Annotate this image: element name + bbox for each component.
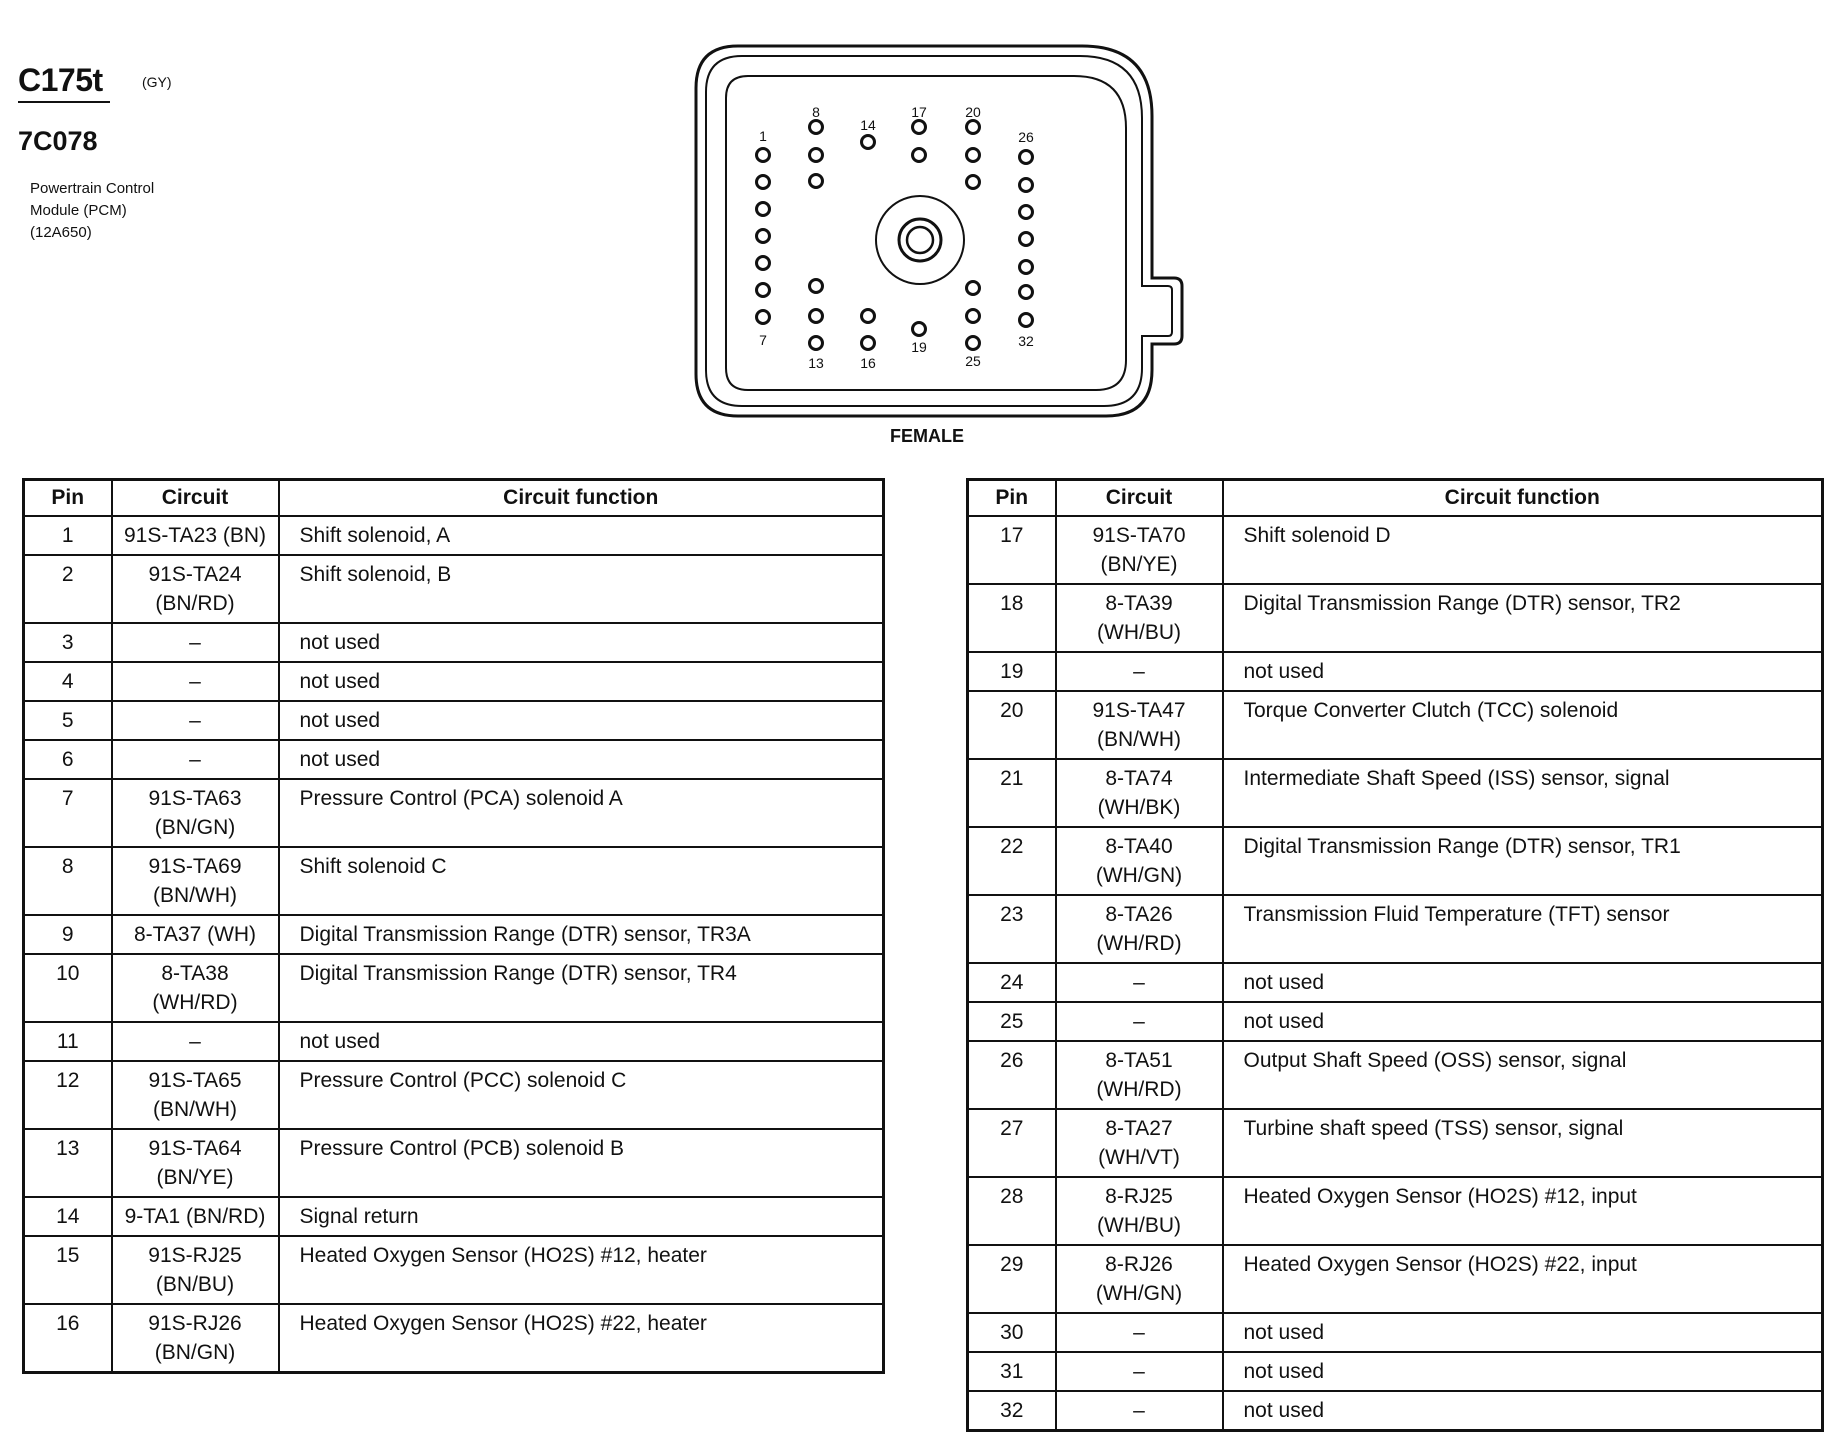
pin-hole [757, 257, 770, 270]
circuit-line: 8-TA40 [1105, 835, 1173, 858]
connector-color: (GY) [142, 74, 172, 90]
pin-hole [1020, 151, 1033, 164]
pin-hole [757, 176, 770, 189]
circuit-line: – [1133, 1399, 1145, 1422]
table-row [968, 1245, 1823, 1313]
circuit-line: (BN/GN) [154, 1341, 236, 1364]
circuit-cell [1056, 895, 1223, 963]
circuit-function-cell: Digital Transmission Range (DTR) sensor, TR3A [279, 915, 884, 954]
circuit-line: – [189, 748, 201, 771]
circuit-line: (WH/RD) [1096, 1078, 1182, 1101]
circuit-line: 91S-TA63 [148, 787, 242, 810]
title-underline [18, 101, 110, 103]
header-pin: Pin [24, 480, 112, 517]
pin-number-cell: 12 [24, 1061, 112, 1129]
table-row [968, 1352, 1823, 1391]
circuit-line: (WH/BU) [1097, 621, 1181, 644]
pin-number-label: 16 [860, 355, 876, 371]
circuit-cell [1056, 1002, 1223, 1041]
circuit-line: 91S-RJ26 [148, 1312, 242, 1335]
pin-number-label: 25 [965, 353, 981, 369]
circuit-line: (BN/WH) [153, 1098, 237, 1121]
circuit-cell [112, 623, 279, 662]
table-row [24, 555, 884, 623]
pin-number-cell: 30 [968, 1313, 1056, 1352]
pin-number-cell: 16 [24, 1304, 112, 1373]
circuit-line: (BN/BU) [155, 1273, 235, 1296]
pin-number-cell: 20 [968, 691, 1056, 759]
circuit-line: 91S-TA65 [148, 1069, 242, 1092]
circuit-function-cell: Heated Oxygen Sensor (HO2S) #22, input [1223, 1245, 1823, 1313]
connector-id: C175t [18, 62, 103, 98]
circuit-line: 8-TA38 [161, 962, 229, 985]
pin-hole [810, 149, 823, 162]
pin-holes [757, 121, 1033, 350]
circuit-function-cell: Pressure Control (PCA) solenoid A [279, 779, 884, 847]
module-description [30, 178, 230, 244]
pin-number-cell: 2 [24, 555, 112, 623]
table-row [24, 701, 884, 740]
circuit-line: (BN/WH) [153, 884, 237, 907]
circuit-line: 8-TA74 [1105, 767, 1173, 790]
circuit-cell [1056, 1391, 1223, 1431]
table-row [24, 847, 884, 915]
circuit-cell [112, 954, 279, 1022]
pin-number-cell: 14 [24, 1197, 112, 1236]
pin-hole [757, 230, 770, 243]
circuit-line: 91S-TA69 [148, 855, 242, 878]
pin-hole [1020, 206, 1033, 219]
circuit-cell [1056, 1245, 1223, 1313]
circuit-line: (BN/RD) [155, 592, 235, 615]
circuit-line: – [189, 670, 201, 693]
circuit-cell [112, 1304, 279, 1373]
circuit-function-cell: Torque Converter Clutch (TCC) solenoid [1223, 691, 1823, 759]
circuit-function-cell: Digital Transmission Range (DTR) sensor, TR1 [1223, 827, 1823, 895]
table-row [24, 1197, 884, 1236]
circuit-function-cell: Heated Oxygen Sensor (HO2S) #12, input [1223, 1177, 1823, 1245]
table-row [24, 1129, 884, 1197]
table-row [24, 779, 884, 847]
circuit-function-cell: Shift solenoid, B [279, 555, 884, 623]
table-row [968, 1313, 1823, 1352]
pin-number-cell: 24 [968, 963, 1056, 1002]
circuit-line: 91S-TA24 [148, 563, 242, 586]
pin-hole [862, 337, 875, 350]
pin-hole [862, 136, 875, 149]
circuit-cell [112, 1061, 279, 1129]
connector-face-diagram [690, 40, 1190, 440]
circuit-line: 8-TA27 [1105, 1117, 1173, 1140]
table-row [968, 895, 1823, 963]
pin-hole [862, 310, 875, 323]
circuit-function-cell: Shift solenoid C [279, 847, 884, 915]
circuit-cell [112, 1197, 279, 1236]
table-row [968, 759, 1823, 827]
circuit-function-cell: Pressure Control (PCC) solenoid C [279, 1061, 884, 1129]
pin-number-cell: 28 [968, 1177, 1056, 1245]
pinout-table-right [966, 478, 1824, 1432]
header-function: Circuit function [1223, 480, 1823, 517]
circuit-line: (BN/YE) [156, 1166, 234, 1189]
circuit-function-cell: not used [1223, 963, 1823, 1002]
pin-labels [759, 104, 1034, 371]
circuit-cell [112, 516, 279, 555]
table-row [968, 1041, 1823, 1109]
circuit-cell [1056, 584, 1223, 652]
pin-number-label: 7 [759, 332, 767, 348]
table-row [968, 1391, 1823, 1431]
pin-number-cell: 10 [24, 954, 112, 1022]
pin-number-cell: 7 [24, 779, 112, 847]
circuit-function-cell: not used [279, 623, 884, 662]
circuit-function-cell: Shift solenoid D [1223, 516, 1823, 584]
circuit-cell [1056, 827, 1223, 895]
circuit-line: – [1133, 1010, 1145, 1033]
circuit-function-cell: Heated Oxygen Sensor (HO2S) #22, heater [279, 1304, 884, 1373]
table-row [24, 516, 884, 555]
circuit-line: 91S-TA47 [1092, 699, 1186, 722]
circuit-line: – [1133, 1360, 1145, 1383]
circuit-line: (WH/BK) [1097, 796, 1181, 819]
pin-hole [1020, 261, 1033, 274]
pin-number-cell: 1 [24, 516, 112, 555]
pin-number-label: 13 [808, 355, 824, 371]
pin-number-cell: 11 [24, 1022, 112, 1061]
circuit-function-cell: not used [1223, 1391, 1823, 1431]
circuit-cell [1056, 1352, 1223, 1391]
circuit-function-cell: not used [279, 1022, 884, 1061]
circuit-function-cell: not used [1223, 1313, 1823, 1352]
header-circuit: Circuit [1056, 480, 1223, 517]
table-row [968, 691, 1823, 759]
pin-hole [757, 149, 770, 162]
pin-hole [757, 203, 770, 216]
circuit-cell [112, 740, 279, 779]
pin-hole [967, 149, 980, 162]
table-row [968, 516, 1823, 584]
circuit-function-cell: Signal return [279, 1197, 884, 1236]
circuit-cell [112, 662, 279, 701]
pin-number-cell: 3 [24, 623, 112, 662]
pin-number-cell: 5 [24, 701, 112, 740]
circuit-cell [1056, 1109, 1223, 1177]
circuit-line: 91S-TA23 (BN) [124, 524, 266, 547]
pin-number-cell: 26 [968, 1041, 1056, 1109]
circuit-cell [112, 1236, 279, 1304]
circuit-function-cell: Intermediate Shaft Speed (ISS) sensor, signal [1223, 759, 1823, 827]
pin-number-cell: 8 [24, 847, 112, 915]
table-row [968, 584, 1823, 652]
pin-number-cell: 27 [968, 1109, 1056, 1177]
circuit-line: (WH/GN) [1095, 864, 1183, 887]
pin-number-label: 14 [860, 117, 876, 133]
table-row [968, 1109, 1823, 1177]
circuit-function-cell: not used [279, 662, 884, 701]
pin-hole [757, 284, 770, 297]
table-header-row [968, 480, 1823, 517]
circuit-cell [1056, 516, 1223, 584]
module-description-line: Powertrain Control [30, 180, 155, 197]
circuit-line: – [1133, 971, 1145, 994]
pin-hole [967, 282, 980, 295]
part-number: 7C078 [18, 126, 98, 156]
circuit-line: 8-TA26 [1105, 903, 1173, 926]
pin-number-label: 19 [911, 339, 927, 355]
pin-number-cell: 21 [968, 759, 1056, 827]
pin-hole [1020, 179, 1033, 192]
table-row [968, 652, 1823, 691]
module-description-line: Module (PCM) [30, 202, 127, 219]
header-function: Circuit function [279, 480, 884, 517]
pin-hole [1020, 233, 1033, 246]
circuit-line: 8-TA51 [1105, 1049, 1173, 1072]
circuit-function-cell: Digital Transmission Range (DTR) sensor, TR4 [279, 954, 884, 1022]
circuit-function-cell: not used [1223, 1352, 1823, 1391]
circuit-line: (WH/VT) [1098, 1146, 1180, 1169]
pin-number-label: 17 [911, 104, 927, 120]
circuit-function-cell: Heated Oxygen Sensor (HO2S) #12, heater [279, 1236, 884, 1304]
pin-hole [913, 149, 926, 162]
table-row [24, 954, 884, 1022]
circuit-cell [112, 555, 279, 623]
circuit-line: (WH/GN) [1095, 1282, 1183, 1305]
pinout-table-left [22, 478, 885, 1374]
pin-hole [967, 337, 980, 350]
circuit-function-cell: not used [279, 740, 884, 779]
table-row [968, 1002, 1823, 1041]
table-row [24, 1304, 884, 1373]
table-row [24, 662, 884, 701]
pin-hole [913, 121, 926, 134]
circuit-cell [112, 847, 279, 915]
pin-hole [913, 323, 926, 336]
pin-number-cell: 31 [968, 1352, 1056, 1391]
circuit-line: (WH/RD) [152, 991, 238, 1014]
circuit-line: (WH/BU) [1097, 1214, 1181, 1237]
circuit-function-cell: Digital Transmission Range (DTR) sensor, TR2 [1223, 584, 1823, 652]
module-description-line: (12A650) [30, 224, 92, 241]
circuit-cell [1056, 652, 1223, 691]
circuit-cell [112, 701, 279, 740]
circuit-line: 8-RJ25 [1105, 1185, 1173, 1208]
circuit-line: 91S-RJ25 [148, 1244, 242, 1267]
pin-number-cell: 19 [968, 652, 1056, 691]
pin-number-cell: 32 [968, 1391, 1056, 1431]
circuit-cell [1056, 1041, 1223, 1109]
pin-hole [967, 310, 980, 323]
circuit-line: 91S-TA70 [1092, 524, 1186, 547]
pin-hole [810, 310, 823, 323]
pin-number-label: 20 [965, 104, 981, 120]
center-boss-outer [876, 196, 964, 284]
pin-hole [967, 176, 980, 189]
pin-hole [810, 121, 823, 134]
circuit-function-cell: not used [279, 701, 884, 740]
circuit-cell [1056, 963, 1223, 1002]
table-row [24, 1061, 884, 1129]
circuit-cell [112, 1129, 279, 1197]
center-boss-ring [899, 219, 941, 261]
circuit-line: 91S-TA64 [148, 1137, 242, 1160]
table-header-row [24, 480, 884, 517]
pin-number-cell: 22 [968, 827, 1056, 895]
circuit-cell [1056, 1313, 1223, 1352]
pin-number-label: 32 [1018, 333, 1034, 349]
pin-number-cell: 6 [24, 740, 112, 779]
pin-number-cell: 15 [24, 1236, 112, 1304]
pin-number-cell: 25 [968, 1002, 1056, 1041]
circuit-function-cell: Turbine shaft speed (TSS) sensor, signal [1223, 1109, 1823, 1177]
pin-number-label: 8 [812, 104, 820, 120]
table-row [24, 740, 884, 779]
circuit-function-cell: Pressure Control (PCB) solenoid B [279, 1129, 884, 1197]
circuit-line: – [1133, 1321, 1145, 1344]
circuit-line: – [189, 631, 201, 654]
circuit-line: (BN/WH) [1097, 728, 1181, 751]
pin-number-cell: 17 [968, 516, 1056, 584]
circuit-function-cell: not used [1223, 1002, 1823, 1041]
table-row [24, 915, 884, 954]
circuit-line: – [189, 1030, 201, 1053]
circuit-line: 8-TA39 [1105, 592, 1173, 615]
header-pin: Pin [968, 480, 1056, 517]
pin-hole [1020, 314, 1033, 327]
pin-number-label: 26 [1018, 129, 1034, 145]
table-row [24, 1236, 884, 1304]
circuit-line: 8-RJ26 [1105, 1253, 1173, 1276]
pin-number-cell: 18 [968, 584, 1056, 652]
pin-hole [810, 337, 823, 350]
circuit-cell [1056, 1177, 1223, 1245]
center-boss-core [907, 227, 933, 253]
pin-number-cell: 4 [24, 662, 112, 701]
pin-hole [1020, 286, 1033, 299]
pin-number-label: 1 [759, 128, 767, 144]
circuit-line: (WH/RD) [1096, 932, 1182, 955]
pin-hole [810, 175, 823, 188]
circuit-cell [112, 779, 279, 847]
pin-number-cell: 23 [968, 895, 1056, 963]
circuit-line: (BN/GN) [154, 816, 236, 839]
circuit-cell [1056, 759, 1223, 827]
table-row [968, 827, 1823, 895]
pin-number-cell: 9 [24, 915, 112, 954]
circuit-line: 9-TA1 (BN/RD) [124, 1205, 266, 1228]
circuit-function-cell: not used [1223, 652, 1823, 691]
table-row [24, 1022, 884, 1061]
circuit-function-cell: Output Shaft Speed (OSS) sensor, signal [1223, 1041, 1823, 1109]
circuit-cell [112, 1022, 279, 1061]
pin-hole [967, 121, 980, 134]
pin-number-cell: 13 [24, 1129, 112, 1197]
table-row [968, 963, 1823, 1002]
circuit-function-cell: Shift solenoid, A [279, 516, 884, 555]
circuit-cell [1056, 691, 1223, 759]
circuit-function-cell: Transmission Fluid Temperature (TFT) sensor [1223, 895, 1823, 963]
circuit-line: – [189, 709, 201, 732]
circuit-line: 8-TA37 (WH) [133, 923, 257, 946]
pin-hole [757, 311, 770, 324]
pin-hole [810, 280, 823, 293]
header-circuit: Circuit [112, 480, 279, 517]
circuit-cell [112, 915, 279, 954]
table-row [968, 1177, 1823, 1245]
circuit-line: – [1133, 660, 1145, 683]
connector-gender-label: FEMALE [890, 426, 964, 446]
table-row [24, 623, 884, 662]
pin-number-cell: 29 [968, 1245, 1056, 1313]
circuit-line: (BN/YE) [1100, 553, 1178, 576]
